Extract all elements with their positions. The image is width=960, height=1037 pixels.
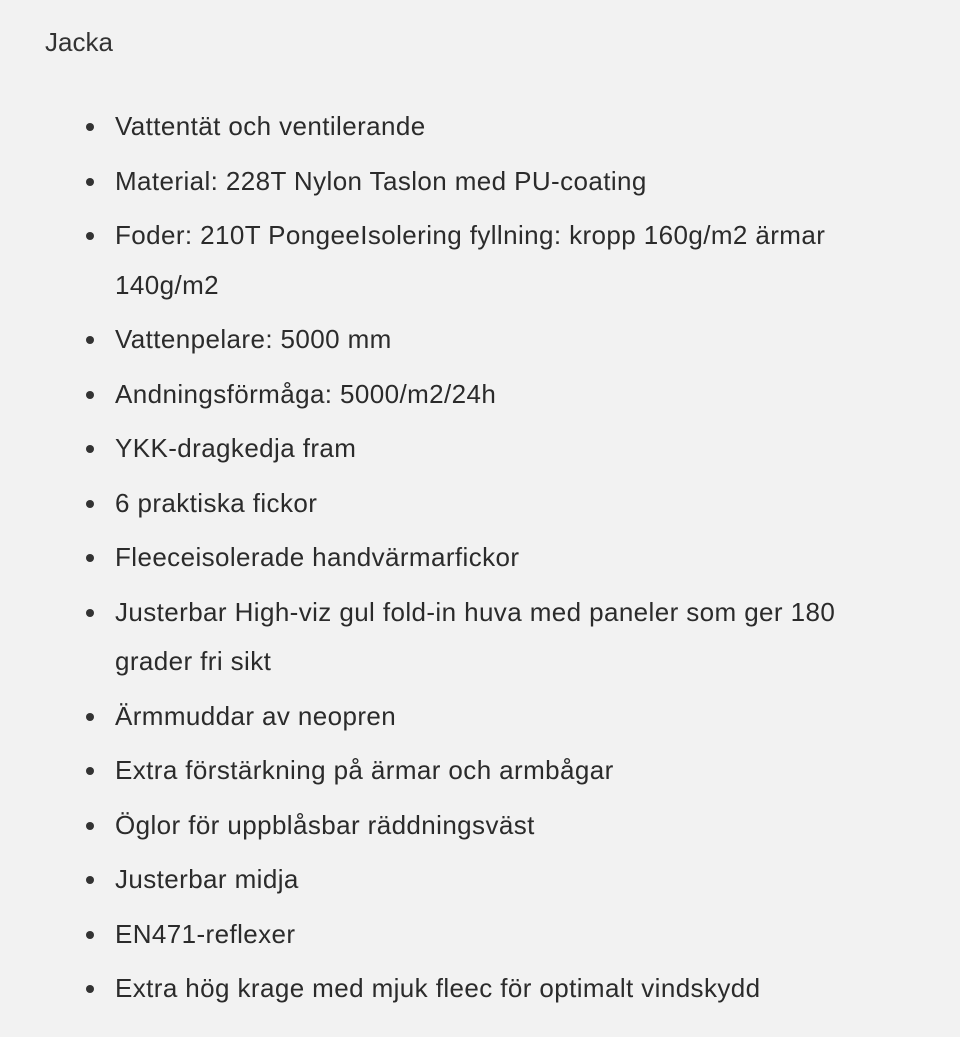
feature-item (115, 424, 915, 474)
feature-text: Foder: 210T PongeeIsolering fyllning: kropp 160g/m2 ärmar 140g/m2 (115, 220, 826, 300)
bullet-icon (86, 985, 94, 993)
feature-item (115, 588, 915, 687)
feature-text: Extra förstärkning på ärmar och armbågar (115, 755, 614, 785)
feature-text: YKK-dragkedja fram (115, 433, 357, 463)
bullet-icon (86, 931, 94, 939)
bullet-icon (86, 767, 94, 775)
feature-item (115, 855, 915, 905)
feature-text: EN471-reflexer (115, 918, 296, 949)
feature-item (115, 533, 915, 583)
bullet-icon (86, 822, 94, 830)
feature-text: Öglor för uppblåsbar räddningsväst (115, 809, 535, 840)
feature-text: Fleeceisolerade handvärmarfickor (115, 542, 520, 572)
feature-text: Andningsförmåga: 5000/m2/24h (115, 378, 497, 409)
feature-item (115, 370, 915, 420)
feature-item (115, 801, 915, 851)
feature-text: Justerbar midja (115, 864, 299, 894)
feature-text: Extra hög krage med mjuk fleec för optimalt vindskydd (115, 973, 761, 1003)
bullet-icon (86, 500, 94, 508)
feature-item (115, 692, 915, 742)
section-heading: Jacka (45, 27, 113, 57)
feature-item (115, 315, 915, 365)
bullet-icon (86, 445, 94, 453)
bullet-icon (86, 876, 94, 884)
bullet-icon (86, 232, 94, 240)
bullet-icon (86, 609, 94, 617)
bullet-icon (86, 123, 94, 131)
bullet-icon (86, 391, 94, 399)
feature-list (45, 102, 915, 1014)
feature-item (115, 479, 915, 529)
bullet-icon (86, 178, 94, 186)
feature-item (115, 746, 915, 796)
bullet-icon (86, 336, 94, 344)
feature-item (115, 211, 915, 310)
feature-text: Ärmmuddar av neopren (115, 700, 397, 731)
bullet-icon (86, 713, 94, 721)
feature-text: Vattenpelare: 5000 mm (115, 324, 392, 354)
feature-item (115, 964, 915, 1014)
feature-text: Material: 228T Nylon Taslon med PU-coating (115, 165, 647, 196)
feature-item (115, 102, 915, 152)
bullet-icon (86, 554, 94, 562)
feature-text: 6 praktiska fickor (115, 487, 318, 518)
feature-item (115, 910, 915, 960)
feature-item (115, 157, 915, 207)
feature-text: Vattentät och ventilerande (115, 111, 426, 141)
feature-text: Justerbar High-viz gul fold-in huva med paneler som ger 180 grader fri sikt (115, 596, 836, 676)
